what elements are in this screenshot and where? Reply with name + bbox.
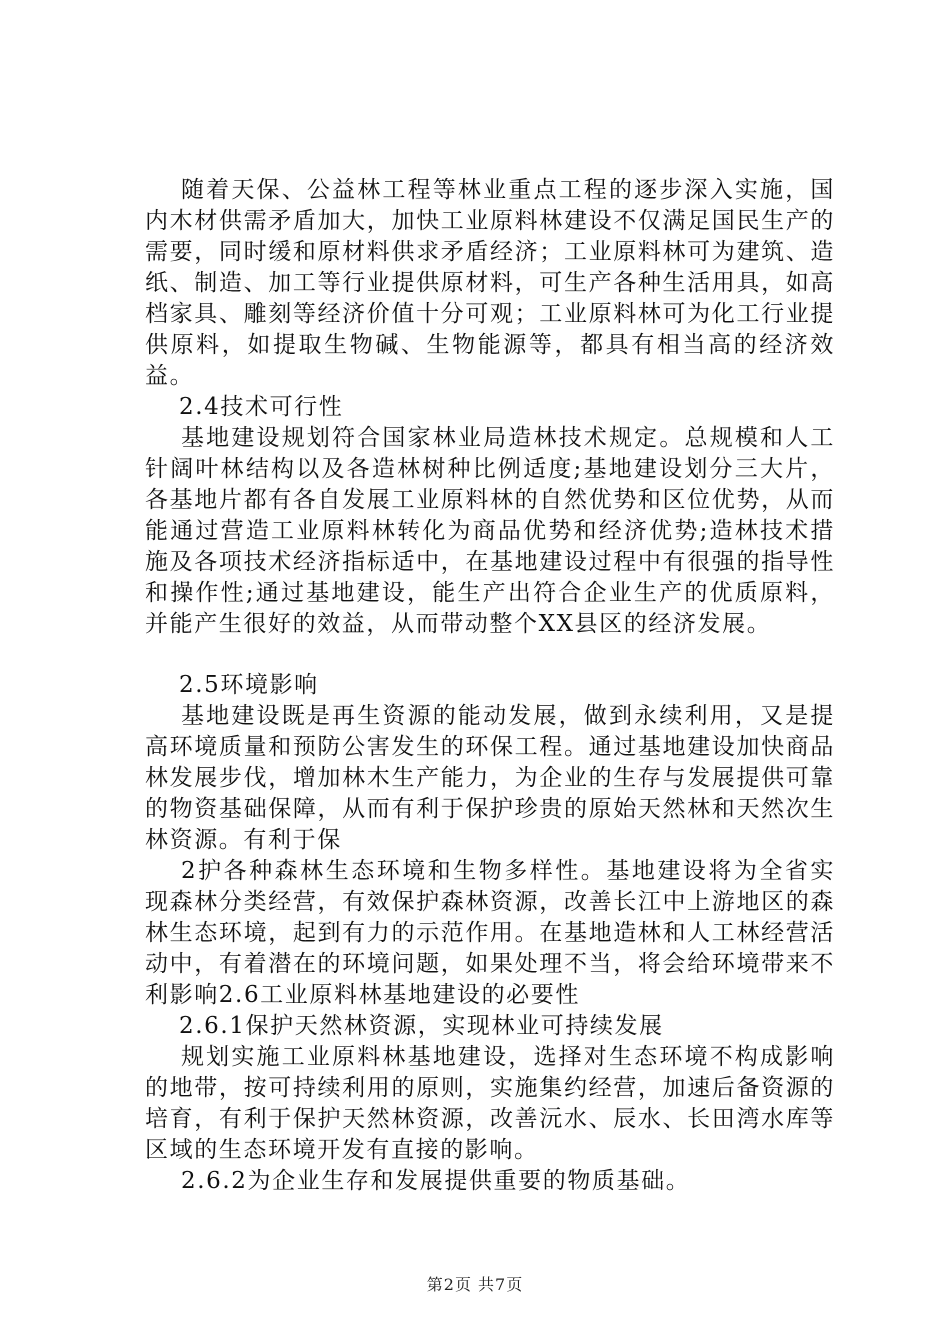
document-body <box>145 175 835 1197</box>
paragraph-environmental-impact: 基地建设既是再生资源的能动发展，做到永续利用，又是提高环境质量和预防公害发生的环保工程。通过基地建设加快商品林发展步伐，增加林木生产能力，为企业的生存与发展提供可靠的物资基础保障，从而有利于保护珍贵的原始天然林和天然次生林资源。有利于保 <box>145 703 835 853</box>
paragraph-enterprise-foundation: 2.6.2为企业生存和发展提供重要的物质基础。 <box>181 1168 691 1194</box>
heading-environmental-impact: 2.5环境影响 <box>179 672 319 698</box>
blank-line <box>145 640 835 670</box>
heading-protect-natural-forest: 2.6.1保护天然林资源，实现林业可持续发展 <box>179 1013 664 1039</box>
paragraph-protect-natural-forest: 规划实施工业原料林基地建设，选择对生态环境不构成影响的地带，按可持续利用的原则，实施集约经营，加速后备资源的培育，有利于保护天然林资源，改善沅水、辰水、长田湾水库等区域的生态环境开发有直接的影响。 <box>145 1044 835 1163</box>
paragraph-economic-benefit: 随着天保、公益林工程等林业重点工程的逐步深入实施，国内木材供需矛盾加大，加快工业原料林建设不仅满足国民生产的需要，同时缓和原材料供求矛盾经济；工业原料林可为建筑、造纸、制造、加工等行业提供原材料，可生产各种生活用具，如高档家具、雕刻等经济价值十分可观；工业原料林可为化工行业提供原料，如提取生物碱、生物能源等，都具有相当高的经济效益。 <box>145 177 835 389</box>
page-number-footer: 第2页 共7页 <box>426 1275 524 1294</box>
paragraph-technical-feasibility: 基地建设规划符合国家林业局造林技术规定。总规模和人工针阔叶林结构以及各造林树种比例适度;基地建设划分三大片，各基地片都有各自发展工业原料林的自然优势和区位优势，从而能通过营造工业原料林转化为商品优势和经济优势;造林技术措施及各项技术经济指标适中，在基地建设过程中有很强的指导性和操作性;通过基地建设，能生产出符合企业生产的优质原料，并能产生很好的效益，从而带动整个XX县区的经济发展。 <box>145 425 835 637</box>
heading-technical-feasibility: 2.4技术可行性 <box>179 394 344 420</box>
paragraph-environmental-impact-continued: 2护各种森林生态环境和生物多样性。基地建设将为全省实现森林分类经营，有效保护森林资源，改善长江中上游地区的森林生态环境，起到有力的示范作用。在基地造林和人工林经营活动中，有着潜在的环境问题，如果处理不当，将会给环境带来不利影响2.6工业原料林基地建设的必要性 <box>145 858 835 1008</box>
